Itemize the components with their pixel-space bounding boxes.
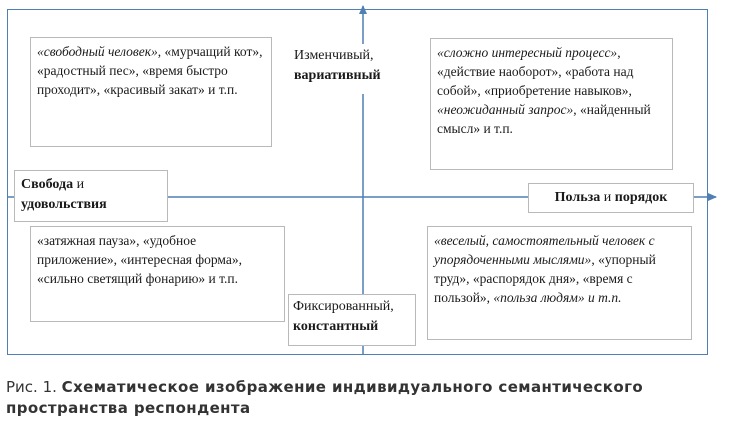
axis-label-bottom bbox=[288, 294, 416, 346]
quadrant-text-segment: «свободный человек» bbox=[37, 44, 158, 59]
quadrant-text-segment: «затяжная пауза», «удобное приложение», «интересная форма», «сильно светящий фонарию» и т.п. bbox=[37, 233, 243, 286]
axis-label-bottom-bold: константный bbox=[293, 319, 379, 334]
axis-label-left-bold-1: Свобода bbox=[21, 177, 74, 192]
quadrant-text-segment: , «найденный смысл» и т.п. bbox=[437, 102, 651, 136]
quadrant-text-segment: «веселый, самостоятельный человек с упорядоченными мыслями» bbox=[434, 233, 655, 267]
axis-label-top bbox=[290, 44, 408, 94]
axis-label-left bbox=[14, 170, 168, 222]
axis-label-right-regular: и bbox=[600, 190, 615, 205]
quadrant-text-segment: «неожиданный запрос» bbox=[437, 102, 574, 117]
figure-caption bbox=[6, 377, 736, 419]
axis-label-left-bold-2: удовольствия bbox=[21, 197, 107, 212]
quadrant-text-segment: «сложно интересный процесс» bbox=[437, 45, 618, 60]
quadrant-text-segment: , «мурчащий кот», «радостный пес», «время быстро проходит», «красивый закат» и т.п. bbox=[37, 44, 263, 97]
axis-label-top-regular: Изменчивый, bbox=[294, 48, 374, 63]
axis-label-top-bold: вариативный bbox=[294, 68, 381, 83]
quadrant-text-segment: , «действие наоборот», «работа над собой», «приобретение навыков», bbox=[437, 45, 634, 98]
axis-label-bottom-regular: Фиксированный, bbox=[293, 299, 394, 314]
axis-label-right-bold-2: порядок bbox=[614, 190, 668, 205]
caption-prefix: Рис. 1. bbox=[6, 378, 62, 396]
quadrant-box-bottom-right bbox=[427, 226, 692, 340]
caption-title: Схематическое изображение индивидуального семантического пространства респондента bbox=[6, 378, 644, 417]
quadrant-text-segment: , «упорный труд», «распорядок дня», «время с пользой», bbox=[434, 252, 656, 305]
axis-label-right-bold-1: Польза bbox=[554, 190, 601, 205]
axis-label-left-regular: и bbox=[73, 177, 85, 192]
quadrant-box-top-left bbox=[30, 37, 272, 147]
quadrant-box-top-right bbox=[430, 38, 673, 170]
axis-label-right bbox=[528, 183, 694, 213]
quadrant-box-bottom-left bbox=[30, 226, 285, 322]
quadrant-text-segment: «польза людям» и т.п. bbox=[493, 290, 622, 305]
